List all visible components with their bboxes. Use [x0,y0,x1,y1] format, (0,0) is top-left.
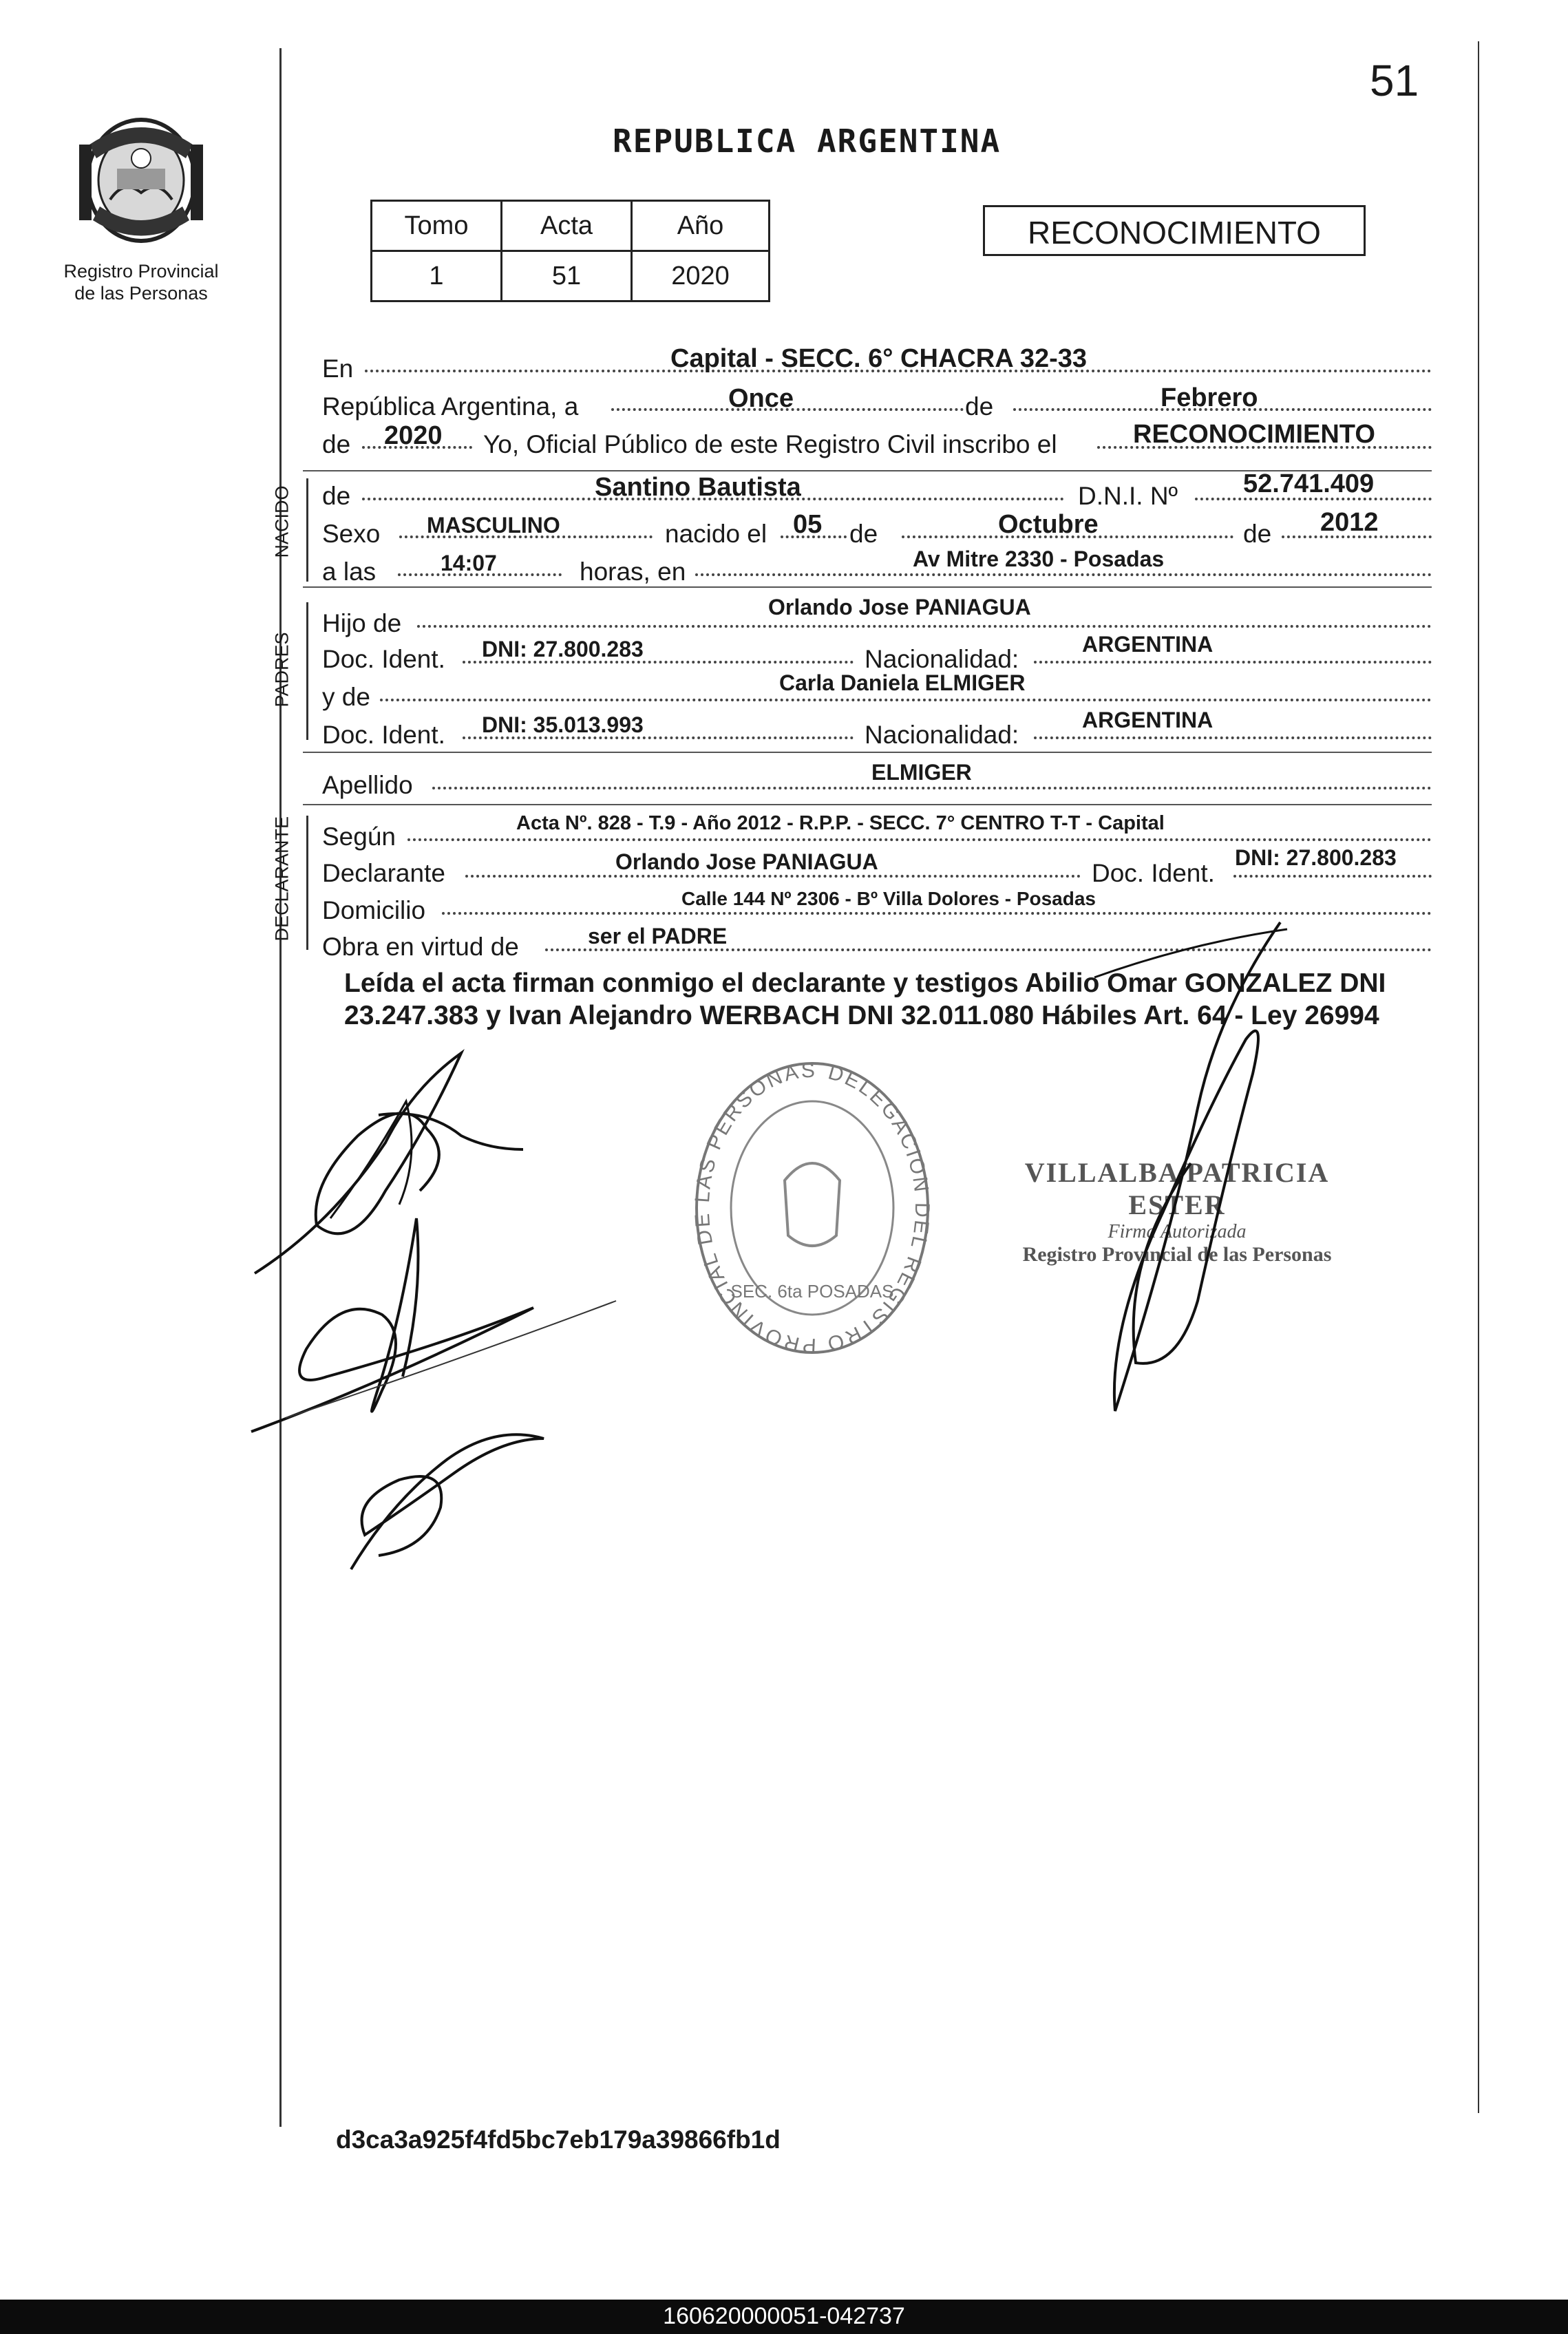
section-separator [303,752,1432,753]
domicilio-label: Domicilio [322,896,426,924]
page-number: 51 [1370,56,1419,105]
authority-role: Firma Autorizada [1108,1221,1247,1242]
section-bracket [306,602,308,740]
declarante-label: Declarante [322,859,445,887]
dotted-line [695,573,1432,576]
child-name-value: Santino Bautista [595,473,801,502]
dotted-line [417,625,1432,628]
en-value: Capital - SECC. 6° CHACRA 32-33 [670,344,1088,373]
section-separator [303,586,1432,588]
month-value: Febrero [1161,383,1258,412]
birth-month-value: Octubre [998,510,1099,539]
dotted-line [465,875,1081,878]
nacido-side-label: NACIDO [271,485,293,558]
stamp-inner-text: SEC. 6ta POSADAS [730,1281,894,1302]
de-label: de [849,520,878,548]
a-las-label: a las [322,558,377,586]
stamp-ring-text: DELEGACION DEL REGISTRO PROVINCIAL DE LAS PERSONAS [690,1059,934,1357]
sexo-label: Sexo [322,520,381,548]
signature-official [1081,915,1301,1418]
authority-office: Registro Provincial de las Personas [1022,1243,1332,1266]
document-hash: d3ca3a925f4fd5bc7eb179a39866fb1d [336,2125,781,2154]
horas-label: horas, en [580,558,686,586]
record-table [370,200,770,302]
value-ano: 2020 [632,251,770,301]
birth-day-value: 05 [793,510,823,539]
section-separator [303,804,1432,805]
misiones-coat-of-arms-logo [69,103,213,255]
de-label: de [322,482,351,510]
value-acta: 51 [502,251,632,301]
registry-stamp [688,1043,936,1359]
sexo-value: MASCULINO [427,513,560,538]
padre-name-value: Orlando Jose PANIAGUA [768,595,1031,619]
domicilio-value: Calle 144 Nº 2306 - Bº Villa Dolores - Posadas [681,888,1096,909]
dotted-line [1233,875,1432,878]
doc-label: Doc. Ident. [1092,859,1215,887]
madre-name-value: Carla Daniela ELMIGER [779,670,1026,695]
padre-nac-value: ARGENTINA [1082,632,1214,657]
section-bracket [306,816,308,950]
obra-label: Obra en virtud de [322,933,519,961]
padres-side-label: PADRES [271,632,293,708]
padre-doc-value: DNI: 27.800.283 [482,637,644,661]
madre-nac-value: ARGENTINA [1082,708,1214,732]
madre-doc-value: DNI: 35.013.993 [482,712,644,737]
lugar-value: Av Mitre 2330 - Posadas [913,547,1165,571]
y-de-label: y de [322,683,370,711]
dotted-line [442,912,1432,915]
section-bracket [306,478,308,582]
document-title: REPUBLICA ARGENTINA [613,123,1002,160]
svg-text:DELEGACION DEL REGISTRO PROVIN [691,1059,933,1357]
republica-label: República Argentina, a [322,392,579,421]
registry-caption: Registro Provincial de las Personas [63,261,219,304]
declarante-doc-value: DNI: 27.800.283 [1235,845,1397,870]
de-label: de [322,430,351,458]
child-dni-value: 52.741.409 [1243,469,1375,498]
segun-value: Acta Nº. 828 - T.9 - Año 2012 - R.P.P. - SECC. 7° CENTRO T-T - Capital [516,812,1165,834]
dni-label: D.N.I. Nº [1078,482,1178,510]
yo-label: Yo, Oficial Público de este Registro Civil inscribo el [483,430,1057,458]
dotted-line [380,699,1432,701]
act-type-box: RECONOCIMIENTO [983,205,1366,256]
dotted-line [1034,736,1432,739]
right-margin-line [1478,41,1479,2113]
header-ano: Año [632,201,770,251]
nacionalidad-label: Nacionalidad: [865,645,1019,673]
authority-name: VILLALBA PATRICIA ESTER [1024,1157,1330,1220]
obra-value: ser el PADRE [588,924,728,948]
closing-statement: Leída el acta firman conmigo el declarante y testigos Abilio Omar GONZALEZ DNI 23.247.383 y Ivan Alejandro WERBACH DNI 32.011.080 Hábiles Art. 64 - Ley 26994 [344,968,1386,1030]
year-value: 2020 [384,421,443,450]
de-label: de [1243,520,1272,548]
apellido-value: ELMIGER [871,760,972,785]
day-value: Once [728,384,794,413]
signature-witness-2 [337,1418,558,1576]
apellido-label: Apellido [322,771,413,799]
header-tomo: Tomo [372,201,502,251]
birth-year-value: 2012 [1320,508,1379,537]
dotted-line [1034,661,1432,664]
act-value: RECONOCIMIENTO [1133,420,1375,449]
declarante-side-label: DECLARANTE [271,816,293,942]
de-label: de [965,392,994,421]
segun-label: Según [322,823,396,851]
dotted-line [432,787,1432,789]
value-tomo: 1 [372,251,502,301]
header-acta: Acta [502,201,632,251]
en-label: En [322,354,354,383]
nacido-label: nacido el [665,520,767,548]
nacionalidad-label: Nacionalidad: [865,721,1019,749]
footer-code: 160620000051-042737 [663,2303,905,2329]
doc-label: Doc. Ident. [322,645,445,673]
doc-label: Doc. Ident. [322,721,445,749]
declarante-value: Orlando Jose PANIAGUA [615,849,878,874]
hora-value: 14:07 [441,551,497,575]
dotted-line [407,838,1432,841]
hijo-label: Hijo de [322,609,402,637]
